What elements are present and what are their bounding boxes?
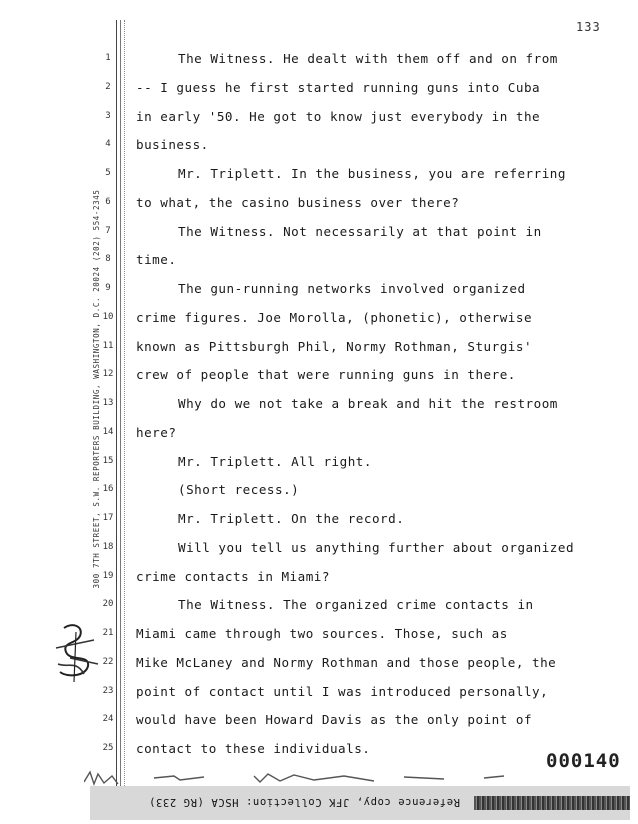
transcript-line: to what, the casino business over there?	[136, 194, 460, 210]
line-number: 22	[102, 656, 114, 667]
document-number: 000140	[546, 750, 621, 772]
line-number: 14	[102, 426, 114, 437]
line-number: 13	[102, 398, 114, 408]
line-number: 9	[105, 283, 111, 293]
footer-redaction	[474, 796, 630, 810]
line-number: 23	[102, 685, 114, 696]
transcript-line: crime contacts in Miami?	[136, 568, 330, 584]
line-number: 20	[102, 599, 114, 610]
margin-rule	[124, 20, 125, 790]
transcript-line: here?	[136, 424, 177, 440]
transcript-line: business.	[136, 137, 209, 153]
line-number: 21	[102, 628, 114, 638]
line-number: 1	[105, 53, 111, 63]
transcript-line: (Short recess.)	[178, 482, 300, 498]
line-number: 18	[102, 541, 114, 552]
margin-rule	[116, 20, 117, 790]
scan-noise	[84, 768, 544, 786]
line-number: 2	[105, 81, 111, 92]
transcript-line: crew of people that were running guns in there.	[136, 367, 516, 383]
transcript-line: The gun-running networks involved organized	[178, 281, 526, 296]
footer-stamp: Reference copy, JFK Collection: HSCA (RG 233)	[148, 796, 460, 808]
handwritten-mark	[50, 618, 102, 688]
transcript-line: Mr. Triplett. On the record.	[178, 511, 405, 526]
reporter-address: 300 7TH STREET, S.W. REPORTERS BUILDING, WASHINGTON, D.C. 20024 (202) 554-2345	[92, 189, 101, 589]
transcript-line: Why do we not take a break and hit the restroom	[178, 396, 558, 411]
line-number: 6	[105, 196, 111, 207]
line-number: 15	[102, 455, 114, 466]
transcript-line: Miami came through two sources. Those, such as	[136, 626, 508, 641]
line-number: 12	[102, 369, 114, 380]
line-number: 10	[102, 311, 114, 322]
transcript-line: Mike McLaney and Normy Rothman and those people, the	[136, 654, 557, 670]
line-number: 3	[105, 110, 111, 121]
transcript-line: known as Pittsburgh Phil, Normy Rothman, Sturgis'	[136, 338, 533, 354]
margin-rule	[120, 20, 121, 790]
transcript-line: Will you tell us anything further about organized	[178, 539, 575, 555]
line-number: 16	[102, 484, 114, 495]
line-number: 19	[102, 570, 114, 581]
transcript-line: The Witness. Not necessarily at that point in	[178, 223, 542, 239]
line-number: 17	[102, 513, 114, 523]
transcript-line: -- I guess he first started running guns into Cuba	[136, 79, 541, 95]
transcript-line: Mr. Triplett. All right.	[178, 453, 372, 469]
transcript-line: The Witness. He dealt with them off and on from	[178, 51, 558, 66]
line-number: 8	[105, 254, 111, 265]
transcript-line: contact to these individuals.	[136, 741, 371, 756]
transcript-line: point of contact until I was introduced personally,	[136, 683, 549, 699]
transcript-line: The Witness. The organized crime contacts in	[178, 597, 534, 613]
transcript-line: crime figures. Joe Morolla, (phonetic), otherwise	[136, 309, 533, 325]
line-number: 24	[102, 714, 114, 725]
line-number: 5	[105, 168, 111, 178]
line-number: 4	[105, 139, 111, 150]
transcript-line: Mr. Triplett. In the business, you are referring	[178, 166, 566, 181]
line-number: 11	[102, 340, 114, 351]
transcript-line: would have been Howard Davis as the only point of	[136, 712, 533, 728]
transcript-line: time.	[136, 252, 177, 268]
page-number: 133	[576, 20, 601, 34]
line-number: 7	[105, 225, 111, 236]
line-number: 25	[102, 743, 114, 753]
transcript-line: in early '50. He got to know just everybody in the	[136, 108, 541, 124]
